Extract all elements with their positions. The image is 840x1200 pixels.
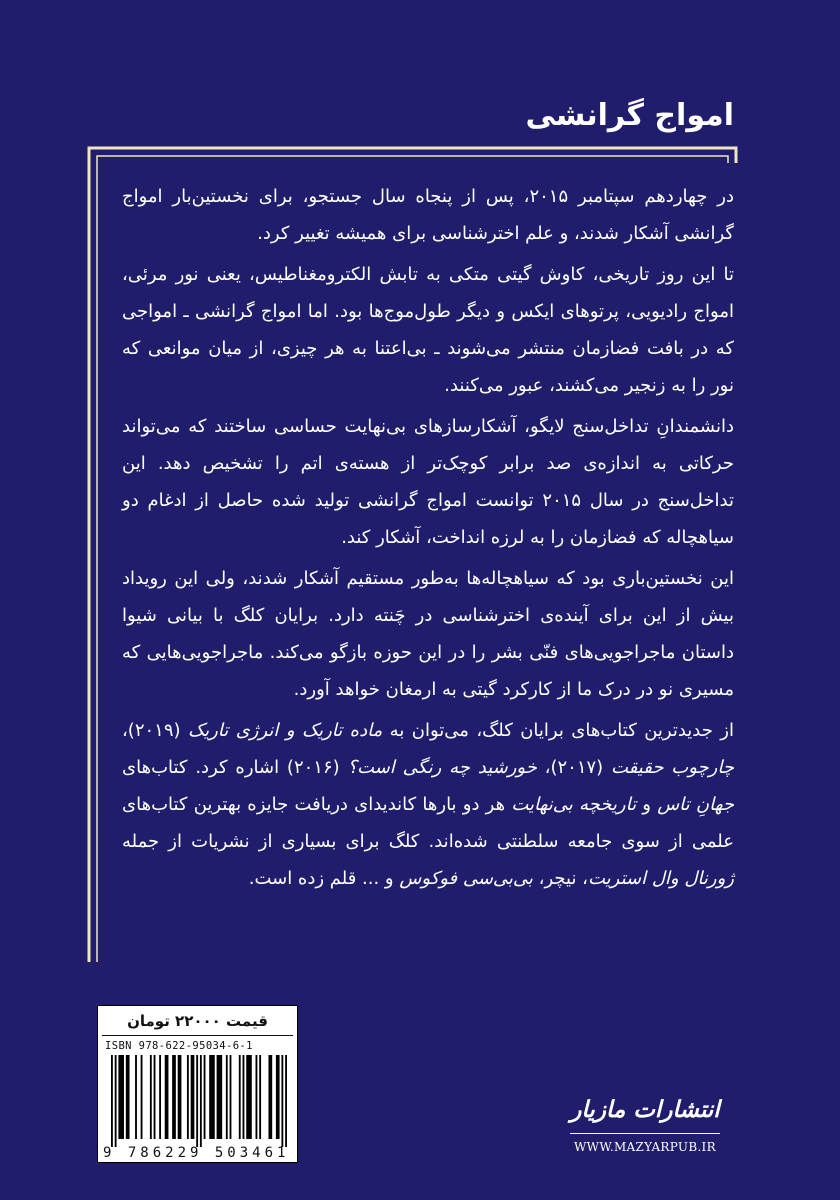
paragraph-2: تا این روز تاریخی، کاوش گیتی متکی به تابش الکترومغناطیس، یعنی نور مرئی، امواج رادیویی، پرتوهای ایکس و دیگر طول‌موج‌ها بود. اما امواج گرانشی ـ امواجی که در بافت فضازمان منتشر می‌شوند ـ بی‌اعتنا به هر چیزی، از میان موانعی که نور را به زنجیر می‌کشند، عبور می‌کنند.	[122, 264, 734, 396]
publisher-block	[560, 1090, 730, 1155]
publisher-website: WWW.MAZYARPUB.IR	[574, 1140, 716, 1154]
barcode-guard-bar	[281, 1055, 283, 1147]
barcode-bar	[204, 1055, 206, 1139]
price-label: قیمت ۲۲۰۰۰ تومان	[127, 1012, 268, 1030]
price-divider	[102, 1035, 293, 1036]
barcode-bar	[191, 1055, 195, 1139]
text-run: (۲۰۱۷)،	[536, 757, 612, 778]
back-cover-text	[122, 178, 734, 901]
barcode-bar	[135, 1055, 137, 1139]
isbn-label: ISBN 978-622-95034-6-1	[105, 1040, 253, 1052]
price-barcode-box	[97, 1005, 298, 1163]
barcode-bar	[239, 1055, 241, 1139]
paragraph-5	[122, 712, 734, 897]
text-run: (۲۰۱۶) اشاره کرد. کتاب‌های	[122, 757, 348, 778]
book-title-run: تاریخچه بی‌نهایت	[511, 794, 637, 815]
barcode-bar	[217, 1055, 223, 1139]
barcode-bar	[243, 1055, 245, 1139]
barcode-bar	[165, 1055, 169, 1139]
barcode-guard-bar	[285, 1055, 287, 1147]
barcode-bar	[178, 1055, 182, 1139]
text-run: ، نیچر،	[532, 868, 588, 889]
publication-name-run: ژورنال وال استریت	[588, 868, 734, 889]
barcode-bar	[159, 1055, 161, 1139]
text-run: از جدیدترین کتاب‌های برایان کلگ، می‌توان به	[382, 720, 734, 741]
barcode-bar	[256, 1055, 258, 1139]
barcode-guard-bar	[196, 1055, 198, 1147]
barcode-bar	[209, 1055, 215, 1139]
barcode-digits: 9 786229 503461	[103, 1145, 290, 1161]
barcode-bar	[268, 1055, 272, 1139]
book-title: امواج گرانشی	[525, 98, 734, 133]
barcode-bar	[259, 1055, 261, 1139]
barcode-bar	[154, 1055, 156, 1139]
book-title-run: چارچوب حقیقت	[611, 757, 734, 778]
barcode-bar	[118, 1055, 124, 1139]
publisher-logo: انتشارات مازیار	[570, 1097, 720, 1123]
paragraph-3: دانشمندانِ تداخل‌سنج لایگو، آشکارسازهای بی‌نهایت حساسی ساختند که می‌تواند حرکاتی به اندازه‌ی صد برابر کوچک‌تر از هسته‌ی اتم را تشخیص دهد. این تداخل‌سنج در سال ۲۰۱۵ توانست امواج گرانشی تولید شده حاصل از ادغام دو سیاهچاله که فضازمان را به لرزه انداخت، آشکار کند.	[122, 416, 734, 548]
barcode-bar	[172, 1055, 176, 1139]
text-run: (۲۰۱۹)،	[122, 720, 188, 741]
book-title-run: جهانِ تاس	[657, 794, 734, 815]
barcode-bar	[226, 1055, 228, 1139]
barcode-bars	[111, 1055, 287, 1148]
book-title-run: خورشید چه رنگی است؟	[347, 757, 537, 778]
barcode-guard-bar	[115, 1055, 117, 1147]
barcode-bar	[126, 1055, 130, 1139]
text-run: هر دو بارها کاندیدای دریافت جایزه بهترین کتاب‌های علمی از سوی جامعه سلطنتی شده‌اند. کلگ برای بسیاری از نشریات از جمله	[122, 794, 734, 852]
text-run: و ... قلم زده است.	[248, 868, 400, 889]
book-title-run: ماده تاریک و انرژی تاریک	[187, 720, 383, 741]
barcode-bar	[230, 1055, 232, 1139]
barcode-guard-bar	[200, 1055, 202, 1147]
barcode-bar	[150, 1055, 152, 1139]
barcode-bar	[246, 1055, 252, 1139]
barcode-bar	[141, 1055, 143, 1139]
barcode-bar	[276, 1055, 280, 1139]
publisher-logo-underline	[570, 1133, 720, 1134]
paragraph-4: این نخستین‌باری بود که سیاهچاله‌ها به‌طور مستقیم آشکار شدند، ولی این رویداد بیش از این برای آینده‌ی اخترشناسی در چَنته دارد. برایان کلگ با بیانی شیوا داستان ماجراجویی‌های فنّی بشر را در این حوزه بازگو می‌کند. ماجراجویی‌هایی که مسیری نو در درک ما از کارکرد گیتی به ارمغان خواهد آورد.	[122, 568, 734, 700]
text-run: و	[636, 794, 658, 815]
barcode-guard-bar	[111, 1055, 113, 1147]
publication-name-run: بی‌بی‌سی فوکوس	[399, 868, 533, 889]
paragraph-1: در چهاردهم سپتامبر ۲۰۱۵، پس از پنجاه سال جستجو، برای نخستین‌بار امواج گرانشی آشکار شدند، و علم اخترشناسی برای همیشه تغییر کرد.	[122, 186, 734, 244]
barcode-bar	[187, 1055, 189, 1139]
